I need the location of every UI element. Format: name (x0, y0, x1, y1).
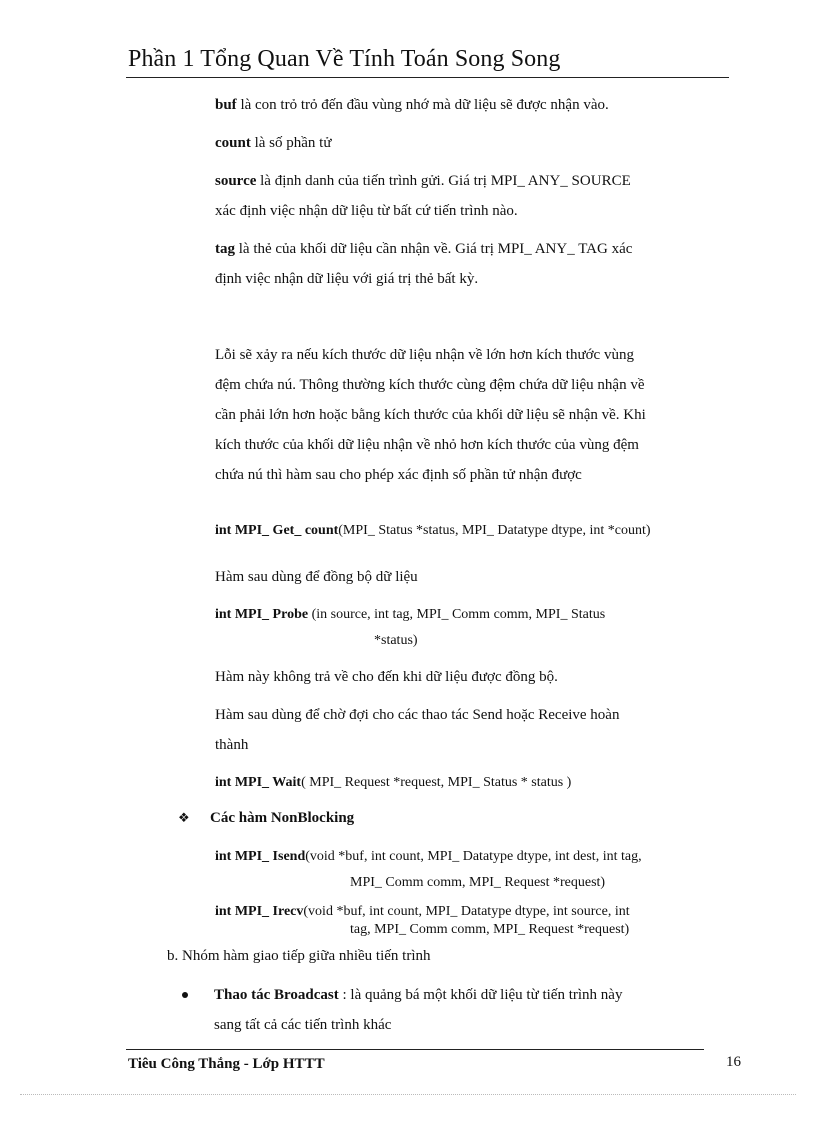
function-args: (in source, int tag, MPI_ Comm comm, MPI_ Status (308, 607, 606, 622)
header-divider (126, 77, 729, 78)
function-name: int MPI_ Probe (215, 607, 309, 622)
paragraph-line: cần phải lớn hơn hoặc bằng kích thước của khối dữ liệu sẽ nhận về. Khi (215, 407, 646, 423)
param-count (215, 128, 331, 158)
paragraph-line: đệm chứa nú. Thông thường kích thước cùng đệm chứa dữ liệu nhận về (215, 377, 645, 393)
param-term: tag (215, 241, 235, 257)
param-desc: là thẻ của khối dữ liệu cần nhận về. Giá trị MPI_ ANY_ TAG xác (235, 241, 633, 257)
broadcast-term: Thao tác Broadcast (214, 987, 339, 1003)
probe-note: Hàm này không trả về cho đến khi dữ liệu được đồng bộ. (215, 669, 558, 685)
param-desc: là con trỏ trỏ đến đầu vùng nhớ mà dữ liệu sẽ được nhận vào. (236, 97, 609, 113)
function-args: (void *buf, int count, MPI_ Datatype dtype, int dest, int tag, (305, 849, 642, 864)
function-args-cont: tag, MPI_ Comm comm, MPI_ Request *request) (350, 922, 630, 937)
function-args: (void *buf, int count, MPI_ Datatype dtype, int source, int (303, 904, 630, 919)
param-buf (215, 90, 609, 120)
function-name: int MPI_ Irecv (215, 904, 304, 919)
function-get-count (215, 516, 651, 546)
function-args-cont: MPI_ Comm comm, MPI_ Request *request) (350, 875, 606, 890)
function-args: (MPI_ Status *status, MPI_ Datatype dtype, int *count) (338, 523, 651, 538)
footer-author: Tiêu Công Thắng - Lớp HTTT (128, 1056, 325, 1072)
broadcast-item (214, 980, 622, 1010)
function-name: int MPI_ Get_ count (215, 523, 339, 538)
param-term: count (215, 135, 251, 151)
wait-intro-cont: thành (215, 737, 249, 753)
bullet-icon (182, 992, 188, 998)
function-args-cont: *status) (374, 633, 418, 648)
param-term: buf (215, 97, 237, 113)
paragraph-line: chứa nú thì hàm sau cho phép xác định số phần tử nhận được (215, 467, 582, 483)
param-source-cont: xác định việc nhận dữ liệu từ bất cứ tiến trình nào. (215, 203, 518, 219)
footer-divider (126, 1049, 704, 1050)
broadcast-desc: : là quảng bá một khối dữ liệu từ tiến trình này (338, 987, 623, 1003)
param-source (215, 166, 631, 196)
param-term: source (215, 173, 257, 189)
diamond-bullet-icon: ❖ (178, 810, 190, 825)
function-name: int MPI_ Isend (215, 849, 306, 864)
paragraph-line: kích thước của khối dữ liệu nhận về nhỏ hơn kích thước của vùng đệm (215, 437, 639, 453)
function-args: ( MPI_ Request *request, MPI_ Status * status ) (301, 775, 572, 790)
param-tag-cont: định việc nhận dữ liệu với giá trị thẻ bất kỳ. (215, 271, 479, 287)
section-heading-nonblocking: Các hàm NonBlocking (210, 810, 355, 826)
page-edge-dotted-line (20, 1094, 796, 1095)
function-name: int MPI_ Wait (215, 775, 302, 790)
section-b-heading: b. Nhóm hàm giao tiếp giữa nhiều tiến trình (167, 948, 431, 964)
param-tag (215, 234, 632, 264)
function-wait (215, 768, 571, 798)
page-header-title: Phần 1 Tổng Quan Về Tính Toán Song Song (128, 46, 561, 72)
sync-intro: Hàm sau dùng để đồng bộ dữ liệu (215, 569, 418, 585)
param-desc: là số phần tử (250, 135, 332, 151)
param-desc: là định danh của tiến trình gửi. Giá trị MPI_ ANY_ SOURCE (256, 173, 631, 189)
wait-intro: Hàm sau dùng để chờ đợi cho các thao tác Send hoặc Receive hoàn (215, 707, 620, 723)
page-number: 16 (726, 1054, 741, 1070)
paragraph-line: Lỗi sẽ xảy ra nếu kích thước dữ liệu nhận về lớn hơn kích thước vùng (215, 347, 634, 363)
broadcast-item-cont: sang tất cả các tiến trình khác (214, 1017, 392, 1033)
